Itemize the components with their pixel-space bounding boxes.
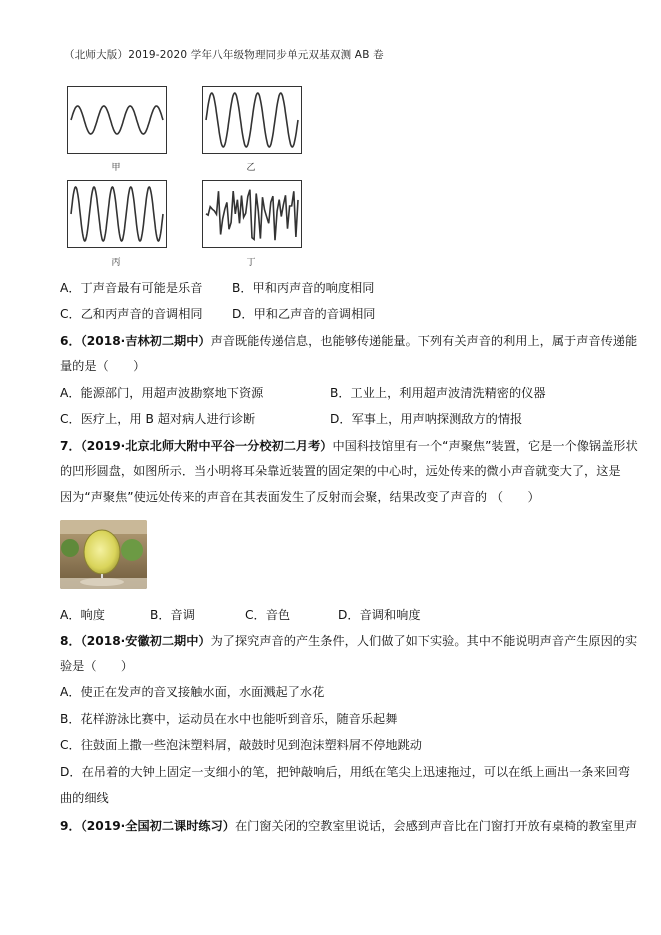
q9-source: （2019·全国初二课时练习） [80,819,235,833]
q8-option-b: B．花样游泳比赛中，运动员在水中也能听到音乐，随音乐起舞 [60,712,398,726]
q8-option-d-line2: 曲的细线 [60,791,109,805]
waveform-yi-plot [203,87,301,153]
q6-option-c: C．医疗上，用 B 超对病人进行诊断 [60,412,256,426]
q7-stem-line2: 的凹形圆盘，如图所示．当小明将耳朵靠近装置的固定架的中心时，远处传来的微小声音就变大了，这是 [60,464,621,478]
q7-option-d: D．音调和响度 [338,608,421,622]
waveform-trace [206,93,298,147]
waveform-trace [71,187,163,241]
waveform-jia [67,86,167,154]
waveform-jia-caption: 甲 [111,163,121,173]
waveform-ding [202,180,302,248]
q6-number: 6． [60,334,81,348]
q8-text: 为了探究声音的产生条件，人们做了如下实验。其中不能说明声音产生原因的实 [210,634,638,648]
q6-option-a: A．能源部门，用超声波勘察地下资源 [60,386,264,400]
q6-stem-line2: 量的是（ ） [60,359,146,373]
waveform-jia-plot [68,87,166,153]
q6-text: 声音既能传递信息，也能够传递能量。下列有关声音的利用上，属于声音传递能 [210,334,638,348]
q8-stem-line1 [60,633,637,649]
q7-text: 中国科技馆里有一个“声聚焦”装置，它是一个像锅盖形状 [332,439,638,453]
q5-option-c: C．乙和丙声音的音调相同 [60,307,203,321]
q8-source: （2018·安徽初二期中） [80,634,211,648]
q7-option-a: A．响度 [60,608,105,622]
q8-option-a: A．使正在发声的音叉接触水面，水面溅起了水花 [60,685,325,699]
q5-option-a: A．丁声音最有可能是乐音 [60,281,203,295]
waveform-bing-caption: 丙 [111,258,121,268]
q8-option-c: C．往鼓面上撒一些泡沫塑料屑，敲鼓时见到泡沫塑料屑不停地跳动 [60,738,422,752]
waveform-trace [206,190,298,241]
q5-option-d: D．甲和乙声音的音调相同 [232,307,376,321]
q8-number: 8． [60,634,81,648]
q7-source: （2019·北京北师大附中平谷一分校初二月考） [80,439,333,453]
waveform-bing [67,180,167,248]
waveform-bing-plot [68,181,166,247]
q6-source: （2018·吉林初二期中） [80,334,211,348]
waveform-ding-plot [203,181,301,247]
q7-option-c: C．音色 [245,608,291,622]
waveform-ding-caption: 丁 [246,258,256,268]
page-header: （北师大版）2019-2020 学年八年级物理同步单元双基双测 AB 卷 [64,49,384,61]
q7-number: 7． [60,439,81,453]
q6-option-d: D．军事上，用声呐探测敌方的情报 [330,412,523,426]
waveform-yi-caption: 乙 [246,163,256,173]
q8-stem-line2: 验是（ ） [60,659,134,673]
q6-stem-line1 [60,333,637,349]
q9-stem-line1 [60,818,637,834]
q9-number: 9． [60,819,81,833]
q6-option-b: B．工业上，利用超声波清洗精密的仪器 [330,386,546,400]
q5-option-b: B．甲和丙声音的响度相同 [232,281,375,295]
waveform-yi [202,86,302,154]
q9-text: 在门窗关闭的空教室里说话，会感到声音比在门窗打开放有桌椅的教室里声 [235,819,638,833]
waveform-trace [71,106,163,134]
q7-stem-line1 [60,438,638,454]
sound-focus-photo [60,520,147,589]
q7-option-b: B．音调 [150,608,195,622]
q7-stem-line3: 因为“声聚焦”使远处传来的声音在其表面发生了反射而会聚，结果改变了声音的 （ ） [60,490,540,504]
q8-option-d-line1: D．在吊着的大钟上固定一支细小的笔，把钟敲响后，用纸在笔尖上迅速拖过，可以在纸上画出一条来回弯 [60,765,631,779]
